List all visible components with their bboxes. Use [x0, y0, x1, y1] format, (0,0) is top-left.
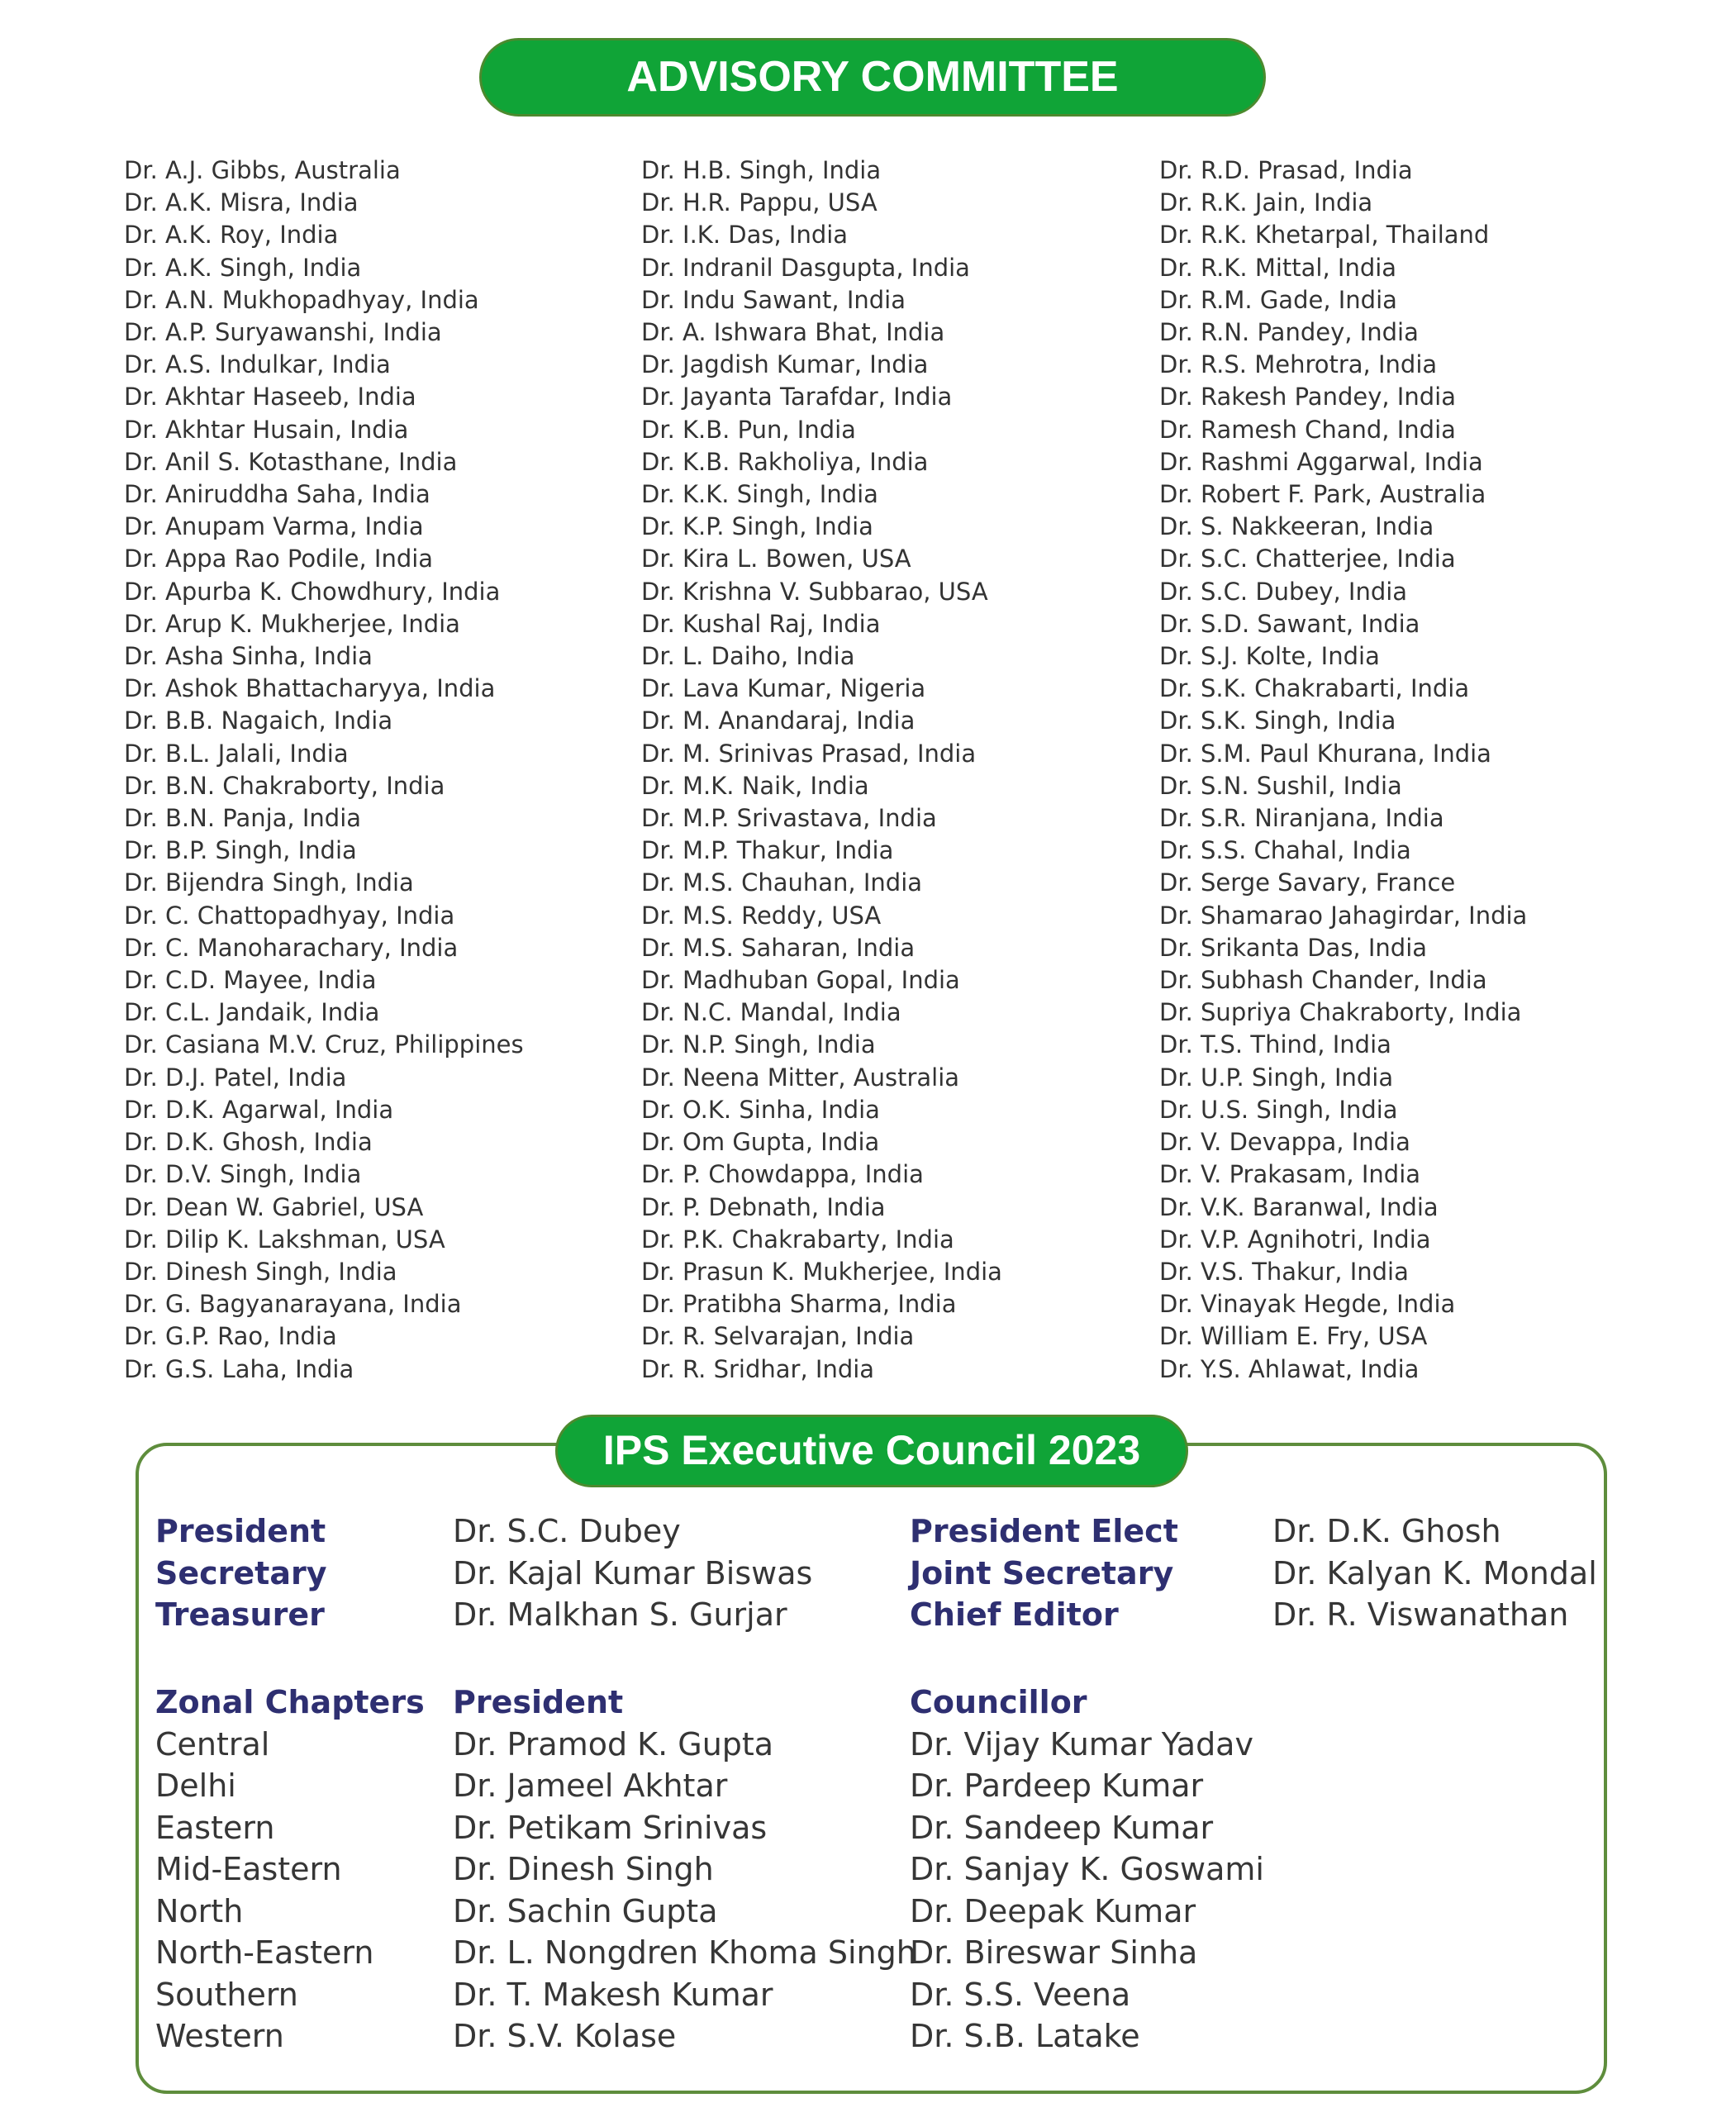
advisory-member: Dr. G.S. Laha, India [124, 1354, 354, 1383]
advisory-member: Dr. S.M. Paul Khurana, India [1159, 739, 1491, 768]
advisory-member: Dr. S.K. Singh, India [1159, 706, 1396, 735]
advisory-member: Dr. Robert F. Park, Australia [1159, 480, 1486, 509]
advisory-member: Dr. R.S. Mehrotra, India [1159, 350, 1438, 379]
advisory-member: Dr. R.K. Mittal, India [1159, 253, 1397, 282]
officer-role: President [155, 1513, 326, 1549]
advisory-member: Dr. A.K. Singh, India [124, 253, 362, 282]
advisory-member: Dr. Ashok Bhattacharyya, India [124, 674, 496, 703]
advisory-member: Dr. V. Devappa, India [1159, 1128, 1410, 1157]
advisory-member: Dr. Indranil Dasgupta, India [641, 253, 970, 282]
zonal-president-header: President [453, 1684, 624, 1720]
advisory-member: Dr. B.N. Panja, India [124, 804, 362, 833]
advisory-member: Dr. G.P. Rao, India [124, 1322, 337, 1351]
advisory-member: Dr. Neena Mitter, Australia [641, 1063, 960, 1092]
advisory-member: Dr. C. Chattopadhyay, India [124, 901, 455, 930]
advisory-member: Dr. Dilip K. Lakshman, USA [124, 1225, 445, 1254]
advisory-member: Dr. C. Manoharachary, India [124, 933, 459, 962]
advisory-member: Dr. R.D. Prasad, India [1159, 156, 1413, 184]
advisory-member: Dr. N.C. Mandal, India [641, 998, 901, 1027]
advisory-member: Dr. P.K. Chakrabarty, India [641, 1225, 954, 1254]
advisory-member: Dr. S.C. Dubey, India [1159, 577, 1408, 606]
advisory-member: Dr. Lava Kumar, Nigeria [641, 674, 926, 703]
advisory-member: Dr. Madhuban Gopal, India [641, 966, 960, 995]
advisory-member: Dr. M.P. Thakur, India [641, 836, 894, 865]
zonal-chapter-name: North-Eastern [155, 1934, 374, 1971]
advisory-member: Dr. Jagdish Kumar, India [641, 350, 929, 379]
zonal-chapter-name: Delhi [155, 1767, 236, 1804]
officer-names-left [453, 1510, 812, 1636]
advisory-committee-title: ADVISORY COMMITTEE [479, 38, 1266, 117]
advisory-member: Dr. A.N. Mukhopadhyay, India [124, 285, 479, 314]
advisory-member: Dr. B.P. Singh, India [124, 836, 357, 865]
advisory-member: Dr. Rashmi Aggarwal, India [1159, 447, 1483, 476]
advisory-member: Dr. Appa Rao Podile, India [124, 545, 434, 573]
advisory-member: Dr. H.R. Pappu, USA [641, 188, 878, 217]
advisory-member: Dr. L. Daiho, India [641, 642, 855, 671]
advisory-member: Dr. S.S. Chahal, India [1159, 836, 1411, 865]
zonal-chapter-name: Eastern [155, 1809, 275, 1846]
zonal-presidents-column [453, 1682, 916, 2058]
advisory-member: Dr. Akhtar Haseeb, India [124, 383, 416, 412]
advisory-member: Dr. A.J. Gibbs, Australia [124, 156, 401, 184]
advisory-member: Dr. K.K. Singh, India [641, 480, 878, 509]
zonal-councillor-name: Dr. S.B. Latake [910, 2018, 1140, 2054]
advisory-member: Dr. Anil S. Kotasthane, India [124, 447, 458, 476]
officer-role: Secretary [155, 1554, 327, 1591]
advisory-member: Dr. A.K. Misra, India [124, 188, 359, 217]
advisory-member: Dr. S.K. Chakrabarti, India [1159, 674, 1470, 703]
zonal-councillor-name: Dr. Sandeep Kumar [910, 1809, 1214, 1846]
zonal-president-name: Dr. Pramod K. Gupta [453, 1725, 774, 1763]
advisory-member: Dr. S.N. Sushil, India [1159, 771, 1402, 800]
zonal-president-name: Dr. T. Makesh Kumar [453, 1976, 773, 2013]
advisory-member: Dr. Indu Sawant, India [641, 285, 906, 314]
advisory-member: Dr. Bijendra Singh, India [124, 868, 414, 897]
officer-name: Dr. Kalyan K. Mondal [1272, 1554, 1597, 1591]
advisory-column-3 [1159, 155, 1672, 1386]
advisory-member: Dr. R.N. Pandey, India [1159, 318, 1419, 347]
advisory-member: Dr. Pratibha Sharma, India [641, 1290, 957, 1319]
advisory-member: Dr. M. Anandaraj, India [641, 706, 916, 735]
advisory-member: Dr. S.R. Niranjana, India [1159, 804, 1444, 833]
advisory-member: Dr. Supriya Chakraborty, India [1159, 998, 1522, 1027]
zonal-chapter-name: Central [155, 1725, 270, 1763]
advisory-member: Dr. V.P. Agnihotri, India [1159, 1225, 1431, 1254]
advisory-member: Dr. A. Ishwara Bhat, India [641, 318, 945, 347]
advisory-member: Dr. Akhtar Husain, India [124, 415, 409, 444]
zonal-president-name: Dr. Sachin Gupta [453, 1892, 718, 1929]
advisory-member: Dr. R. Selvarajan, India [641, 1322, 915, 1351]
zonal-president-name: Dr. Jameel Akhtar [453, 1767, 728, 1804]
advisory-member: Dr. M.K. Naik, India [641, 771, 869, 800]
zonal-chapter-name: Western [155, 2018, 284, 2054]
advisory-member: Dr. I.K. Das, India [641, 221, 849, 250]
advisory-member: Dr. K.P. Singh, India [641, 512, 873, 541]
zonal-councillor-name: Dr. Deepak Kumar [910, 1892, 1196, 1929]
zonal-chapters-header: Zonal Chapters [155, 1684, 425, 1720]
advisory-member: Dr. S.C. Chatterjee, India [1159, 545, 1456, 573]
advisory-member: Dr. V.S. Thakur, India [1159, 1257, 1409, 1286]
advisory-member: Dr. Subhash Chander, India [1159, 966, 1487, 995]
advisory-member: Dr. D.J. Patel, India [124, 1063, 347, 1092]
advisory-member: Dr. A.K. Roy, India [124, 221, 339, 250]
zonal-chapter-name: North [155, 1892, 244, 1929]
advisory-member: Dr. Kushal Raj, India [641, 609, 881, 638]
advisory-member: Dr. P. Chowdappa, India [641, 1160, 924, 1189]
advisory-member: Dr. M.S. Saharan, India [641, 933, 916, 962]
advisory-member: Dr. K.B. Rakholiya, India [641, 447, 929, 476]
officer-names-right [1272, 1510, 1597, 1636]
advisory-member: Dr. Om Gupta, India [641, 1128, 880, 1157]
advisory-member: Dr. Krishna V. Subbarao, USA [641, 577, 988, 606]
zonal-councillor-header: Councillor [910, 1684, 1087, 1720]
zonal-chapter-name: Mid-Eastern [155, 1851, 342, 1887]
advisory-member: Dr. G. Bagyanarayana, India [124, 1290, 462, 1319]
advisory-member: Dr. Anupam Varma, India [124, 512, 424, 541]
advisory-member: Dr. Rakesh Pandey, India [1159, 383, 1456, 412]
advisory-member: Dr. Serge Savary, France [1159, 868, 1456, 897]
advisory-member: Dr. Jayanta Tarafdar, India [641, 383, 953, 412]
officer-role: Chief Editor [910, 1596, 1119, 1633]
advisory-member: Dr. Vinayak Hegde, India [1159, 1290, 1456, 1319]
advisory-member: Dr. T.S. Thind, India [1159, 1030, 1391, 1059]
advisory-member: Dr. M.S. Chauhan, India [641, 868, 923, 897]
advisory-member: Dr. S.J. Kolte, India [1159, 642, 1380, 671]
officer-name: Dr. Kajal Kumar Biswas [453, 1554, 813, 1591]
advisory-member: Dr. R.K. Jain, India [1159, 188, 1373, 217]
advisory-member: Dr. P. Debnath, India [641, 1192, 886, 1221]
officer-roles-left [155, 1510, 327, 1636]
advisory-member: Dr. Dean W. Gabriel, USA [124, 1192, 424, 1221]
advisory-member: Dr. C.D. Mayee, India [124, 966, 377, 995]
officer-name: Dr. D.K. Ghosh [1272, 1513, 1501, 1549]
advisory-member: Dr. V.K. Baranwal, India [1159, 1192, 1439, 1221]
zonal-councillor-name: Dr. Vijay Kumar Yadav [910, 1725, 1253, 1763]
advisory-member: Dr. A.P. Suryawanshi, India [124, 318, 442, 347]
officer-roles-right [910, 1510, 1178, 1636]
advisory-member: Dr. U.P. Singh, India [1159, 1063, 1394, 1092]
advisory-member: Dr. Y.S. Ahlawat, India [1159, 1354, 1420, 1383]
zonal-president-name: Dr. S.V. Kolase [453, 2018, 677, 2054]
advisory-member: Dr. M. Srinivas Prasad, India [641, 739, 977, 768]
zonal-councillor-name: Dr. S.S. Veena [910, 1976, 1131, 2013]
advisory-member: Dr. Asha Sinha, India [124, 642, 373, 671]
advisory-member: Dr. Casiana M.V. Cruz, Philippines [124, 1030, 524, 1059]
advisory-member: Dr. Apurba K. Chowdhury, India [124, 577, 501, 606]
zonal-president-name: Dr. L. Nongdren Khoma Singh [453, 1934, 916, 1971]
executive-council-title: IPS Executive Council 2023 [555, 1415, 1188, 1487]
zonal-councillor-name: Dr. Pardeep Kumar [910, 1767, 1204, 1804]
advisory-member: Dr. Srikanta Das, India [1159, 933, 1428, 962]
advisory-member: Dr. Shamarao Jahagirdar, India [1159, 901, 1528, 930]
officer-role: President Elect [910, 1513, 1178, 1549]
advisory-column-2 [641, 155, 1153, 1386]
officer-name: Dr. R. Viswanathan [1272, 1596, 1569, 1633]
zonal-president-name: Dr. Dinesh Singh [453, 1851, 714, 1887]
zonal-councillor-name: Dr. Bireswar Sinha [910, 1934, 1198, 1971]
zonal-councillor-name: Dr. Sanjay K. Goswami [910, 1851, 1264, 1887]
advisory-member: Dr. U.S. Singh, India [1159, 1095, 1398, 1124]
advisory-member: Dr. B.N. Chakraborty, India [124, 771, 445, 800]
advisory-member: Dr. Kira L. Bowen, USA [641, 545, 911, 573]
advisory-member: Dr. M.P. Srivastava, India [641, 804, 937, 833]
advisory-member: Dr. B.L. Jalali, India [124, 739, 349, 768]
zonal-chapters-column [155, 1682, 425, 2058]
advisory-member: Dr. Ramesh Chand, India [1159, 415, 1456, 444]
advisory-member: Dr. William E. Fry, USA [1159, 1322, 1428, 1351]
advisory-member: Dr. V. Prakasam, India [1159, 1160, 1421, 1189]
advisory-member: Dr. K.B. Pun, India [641, 415, 856, 444]
advisory-member: Dr. O.K. Sinha, India [641, 1095, 880, 1124]
advisory-member: Dr. R.M. Gade, India [1159, 285, 1397, 314]
advisory-member: Dr. H.B. Singh, India [641, 156, 882, 184]
advisory-member: Dr. Arup K. Mukherjee, India [124, 609, 460, 638]
advisory-member: Dr. M.S. Reddy, USA [641, 901, 882, 930]
officer-role: Joint Secretary [910, 1554, 1174, 1591]
advisory-member: Dr. S.D. Sawant, India [1159, 609, 1420, 638]
zonal-president-name: Dr. Petikam Srinivas [453, 1809, 768, 1846]
advisory-member: Dr. A.S. Indulkar, India [124, 350, 391, 379]
advisory-member: Dr. C.L. Jandaik, India [124, 998, 380, 1027]
zonal-chapter-name: Southern [155, 1976, 298, 2013]
advisory-member: Dr. Aniruddha Saha, India [124, 480, 430, 509]
advisory-member: Dr. D.K. Ghosh, India [124, 1128, 373, 1157]
zonal-councillors-column [910, 1682, 1264, 2058]
officer-name: Dr. S.C. Dubey [453, 1513, 681, 1549]
officer-role: Treasurer [155, 1596, 325, 1633]
advisory-member: Dr. D.V. Singh, India [124, 1160, 362, 1189]
advisory-member: Dr. R. Sridhar, India [641, 1354, 875, 1383]
advisory-member: Dr. Dinesh Singh, India [124, 1257, 397, 1286]
advisory-member: Dr. Prasun K. Mukherjee, India [641, 1257, 1002, 1286]
advisory-member: Dr. R.K. Khetarpal, Thailand [1159, 221, 1490, 250]
advisory-member: Dr. N.P. Singh, India [641, 1030, 876, 1059]
officer-name: Dr. Malkhan S. Gurjar [453, 1596, 787, 1633]
advisory-column-1 [124, 155, 636, 1386]
advisory-member: Dr. S. Nakkeeran, India [1159, 512, 1434, 541]
advisory-member: Dr. D.K. Agarwal, India [124, 1095, 394, 1124]
advisory-member: Dr. B.B. Nagaich, India [124, 706, 393, 735]
